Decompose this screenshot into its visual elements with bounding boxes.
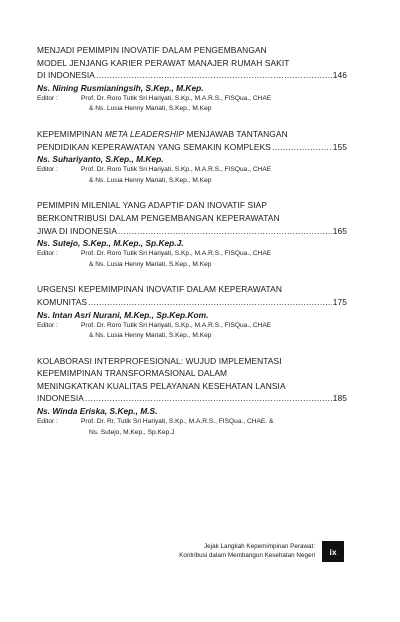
page-number: 185 [332,393,347,404]
table-of-contents [37,44,347,451]
dot-leader [117,225,332,238]
editor-block [37,249,347,270]
editor-names: Prof. Dr. Rr. Tutik Sri Hariyati, S.Kp., M.A.R.S., FISQua., CHAE. & [81,418,274,426]
entry-title-line: KOLABORASI INTERPROFESIONAL: WUJUD IMPLEMENTASI [37,355,282,366]
book-title: Jejak Langkah Kepemimpinan Perawat: [204,542,315,550]
entry-title-line: KEPEMIMPINAN META LEADERSHIP MENJAWAB TANTANGAN [37,128,288,139]
author-name: Ns. Sutejo, S.Kep., M.Kep., Sp.Kep.J. [37,238,184,249]
toc-entry[interactable] [37,44,347,115]
editor-block [37,165,347,186]
entry-title-line: KOMUNITAS [37,296,88,307]
entry-title-line: MODEL JENJANG KARIER PERAWAT MANAJER RUMAH SAKIT [37,57,290,68]
toc-entry[interactable] [37,283,347,341]
entry-title-line: MENINGKATKAN KUALITAS PELAYANAN KESEHATAN LANSIA [37,380,286,391]
editor-block [37,417,347,438]
editor-label: Editor : [37,321,58,329]
author-name: Ns. Winda Eriska, S.Kep., M.S. [37,406,158,417]
page-number: 146 [332,70,347,81]
author-name: Ns. Intan Asri Nurani, M.Kep., Sp.Kep.Kom. [37,309,209,320]
entry-title-line: MENJADI PEMIMPIN INOVATIF DALAM PENGEMBANGAN [37,45,267,55]
entry-title-last-line [37,296,347,309]
entry-title-line: KEPEMIMPINAN TRANSFORMASIONAL DALAM [37,368,228,379]
dot-leader [271,141,332,154]
editor-names: Prof. Dr. Roro Tutik Sri Hariyati, S.Kp., M.A.R.S., FISQua., CHAE [81,94,272,102]
entry-title-last-line [37,392,347,405]
page-number: 175 [332,296,347,307]
toc-entry[interactable] [37,199,347,270]
page-number: 165 [332,225,347,236]
entry-title-last-line [37,141,347,154]
entry-title-line: DI INDONESIA [37,70,95,81]
entry-title-last-line [37,69,347,82]
author-name: Ns. Suhariyanto, S.Kep., M.Kep. [37,154,164,165]
editor-names: & Ns. Lusia Henny Mariati, S.Kep., M.Kep [89,332,212,340]
editor-label: Editor : [37,418,58,426]
entry-title-line: PEMIMPIN MILENIAL YANG ADAPTIF DAN INOVATIF SIAP [37,200,268,211]
editor-label: Editor : [37,166,58,174]
editor-names: & Ns. Lusia Henny Mariati, S.Kep., M.Kep [89,260,212,268]
page-number: 155 [332,141,347,152]
dot-leader [95,69,332,82]
editor-label: Editor : [37,94,58,102]
editor-names: & Ns. Lusia Henny Mariati, S.Kep., M.Kep [89,176,212,184]
author-name: Ns. Nining Rusmianingsih, S.Kep., M.Kep. [37,82,204,93]
book-subtitle: Kontribusi dalam Membangun Kesehatan Negeri [179,551,315,559]
editor-names: Prof. Dr. Roro Tutik Sri Hariyati, S.Kp., M.A.R.S., FISQua., CHAE [81,166,272,174]
toc-entry[interactable] [37,355,347,439]
entry-title-line: URGENSI KEPEMIMPINAN INOVATIF DALAM KEPERAWATAN [37,284,282,295]
entry-title-line: JIWA DI INDONESIA [37,225,118,236]
dot-leader [87,296,332,309]
page-footer [179,541,344,562]
editor-block [37,321,347,342]
editor-names: Prof. Dr. Roro Tutik Sri Hariyati, S.Kp., M.A.R.S., FISQua., CHAE [81,321,272,329]
page-number-box: ix [322,541,344,562]
entry-title-line: BERKONTRIBUSI DALAM PENGEMBANGAN KEPERAWATAN [37,212,280,223]
entry-title-line: INDONESIA [37,393,84,404]
editor-names: Prof. Dr. Roro Tutik Sri Hariyati, S.Kp., M.A.R.S., FISQua., CHAE [81,250,272,258]
editor-block [37,94,347,115]
editor-names: & Ns. Lusia Henny Mariati, S.Kep., M.Kep [89,105,212,113]
toc-entry[interactable] [37,128,347,186]
italic-term: META LEADERSHIP [104,128,185,139]
dot-leader [84,392,332,405]
entry-title-line: PENDIDIKAN KEPERAWATAN YANG SEMAKIN KOMPLEKS [37,141,271,152]
editor-names: Ns. Sutejo, M.Kep., Sp.Kep.J [89,428,175,436]
running-footer [179,543,315,560]
entry-title-last-line [37,225,347,238]
editor-label: Editor : [37,250,58,258]
